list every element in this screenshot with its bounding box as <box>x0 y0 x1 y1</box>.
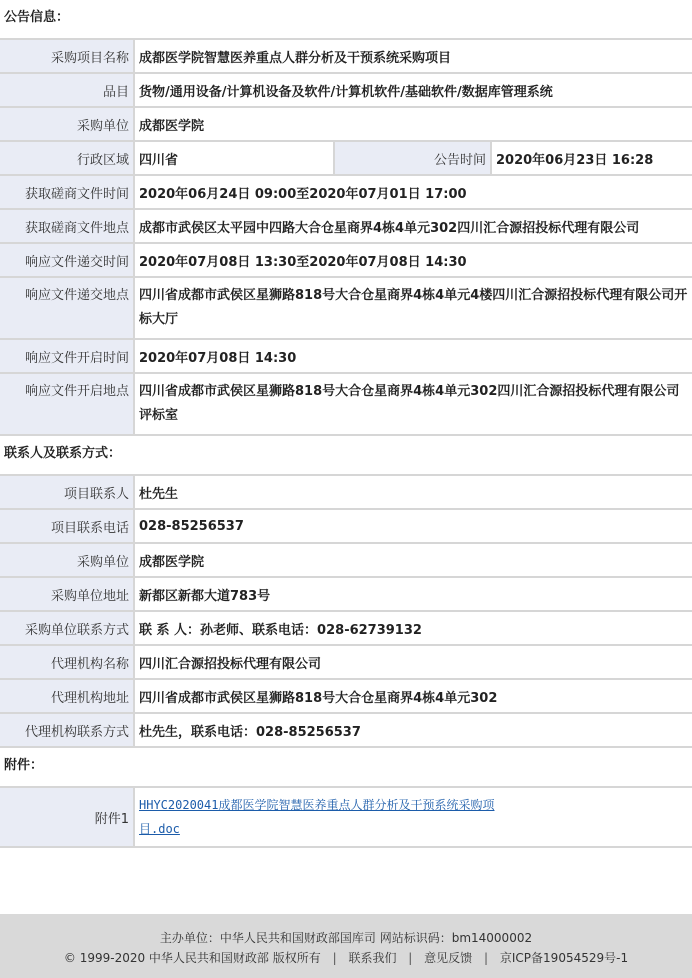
field-label: 附件1 <box>0 787 134 847</box>
table-row <box>0 787 692 847</box>
field-label: 项目联系电话 <box>0 509 134 543</box>
field-value: 028-85256537 <box>134 509 692 543</box>
table-row <box>0 141 692 175</box>
table-row <box>0 509 692 543</box>
field-label: 响应文件递交时间 <box>0 243 134 277</box>
field-label: 采购项目名称 <box>0 39 134 73</box>
attachment-link[interactable] <box>139 798 494 836</box>
field-label: 响应文件开启地点 <box>0 373 134 435</box>
field-label: 品目 <box>0 73 134 107</box>
attachment-link-line2[interactable]: 目.doc <box>139 822 180 836</box>
field-value: 四川省成都市武侯区星狮路818号大合仓星商界4栋4单元4楼四川汇合源招投标代理有限公司开标大厅 <box>134 277 692 339</box>
field-value: 四川省 <box>134 141 334 175</box>
field-value: 四川汇合源招投标代理有限公司 <box>134 645 692 679</box>
field-value: 2020年06月24日 09:00至2020年07月01日 17:00 <box>134 175 692 209</box>
field-value: 2020年07月08日 13:30至2020年07月08日 14:30 <box>134 243 692 277</box>
footer-sponsor: 主办单位：中华人民共和国财政部国库司 网站标识码：bm14000002 <box>159 931 533 945</box>
field-label: 项目联系人 <box>0 475 134 509</box>
field-value: 杜先生 <box>134 475 692 509</box>
attachments-table <box>0 786 692 848</box>
table-row <box>0 713 692 747</box>
footer-copyright: © 1999-2020 中华人民共和国财政部 版权所有 <box>63 951 321 965</box>
field-value: 成都市武侯区太平园中四路大合仓星商界4栋4单元302四川汇合源招投标代理有限公司 <box>134 209 692 243</box>
footer-links <box>0 948 692 968</box>
field-label: 代理机构名称 <box>0 645 134 679</box>
footer-separator: | <box>408 951 413 965</box>
table-row <box>0 277 692 339</box>
field-value: 成都医学院 <box>134 107 692 141</box>
section-title-attachments: 附件： <box>4 758 44 773</box>
field-value: 2020年06月23日 16:28 <box>491 141 692 175</box>
footer <box>0 914 692 978</box>
footer-contact-link[interactable]: 联系我们 <box>348 951 397 965</box>
table-row <box>0 645 692 679</box>
field-value: 货物/通用设备/计算机设备及软件/计算机软件/基础软件/数据库管理系统 <box>134 73 692 107</box>
table-row <box>0 339 692 373</box>
field-label: 响应文件开启时间 <box>0 339 134 373</box>
field-value: 四川省成都市武侯区星狮路818号大合仓星商界4栋4单元302四川汇合源招投标代理有限公司评标室 <box>134 373 692 435</box>
field-label: 公告时间 <box>334 141 491 175</box>
footer-separator: | <box>332 951 337 965</box>
field-label: 行政区域 <box>0 141 134 175</box>
table-row <box>0 577 692 611</box>
field-label: 采购单位联系方式 <box>0 611 134 645</box>
contacts-table <box>0 474 692 748</box>
footer-icp-link[interactable]: 京ICP备19054529号-1 <box>499 951 629 965</box>
attachment-link-line1[interactable]: HHYC2020041成都医学院智慧医养重点人群分析及干预系统采购项 <box>139 798 495 812</box>
attachment-cell <box>134 787 692 847</box>
announcement-table <box>0 38 692 436</box>
field-label: 代理机构联系方式 <box>0 713 134 747</box>
field-label: 获取磋商文件时间 <box>0 175 134 209</box>
table-row <box>0 611 692 645</box>
footer-feedback-link[interactable]: 意见反馈 <box>424 951 473 965</box>
table-row <box>0 73 692 107</box>
field-label: 获取磋商文件地点 <box>0 209 134 243</box>
table-row <box>0 475 692 509</box>
field-value: 杜先生，联系电话：028-85256537 <box>134 713 692 747</box>
section-title-contacts: 联系人及联系方式： <box>4 446 122 461</box>
table-row <box>0 373 692 435</box>
field-value: 四川省成都市武侯区星狮路818号大合仓星商界4栋4单元302 <box>134 679 692 713</box>
field-value: 成都医学院智慧医养重点人群分析及干预系统采购项目 <box>134 39 692 73</box>
field-label: 采购单位地址 <box>0 577 134 611</box>
field-value: 联 系 人：孙老师、联系电话：028-62739132 <box>134 611 692 645</box>
field-label: 代理机构地址 <box>0 679 134 713</box>
table-row <box>0 107 692 141</box>
table-row <box>0 543 692 577</box>
section-title-announcement: 公告信息： <box>4 10 70 25</box>
footer-separator: | <box>484 951 489 965</box>
field-label: 响应文件递交地点 <box>0 277 134 339</box>
field-label: 采购单位 <box>0 543 134 577</box>
field-value: 成都医学院 <box>134 543 692 577</box>
table-row <box>0 209 692 243</box>
table-row <box>0 175 692 209</box>
table-row <box>0 243 692 277</box>
field-value: 2020年07月08日 14:30 <box>134 339 692 373</box>
field-label: 采购单位 <box>0 107 134 141</box>
table-row <box>0 679 692 713</box>
table-row <box>0 39 692 73</box>
field-value: 新都区新都大道783号 <box>134 577 692 611</box>
